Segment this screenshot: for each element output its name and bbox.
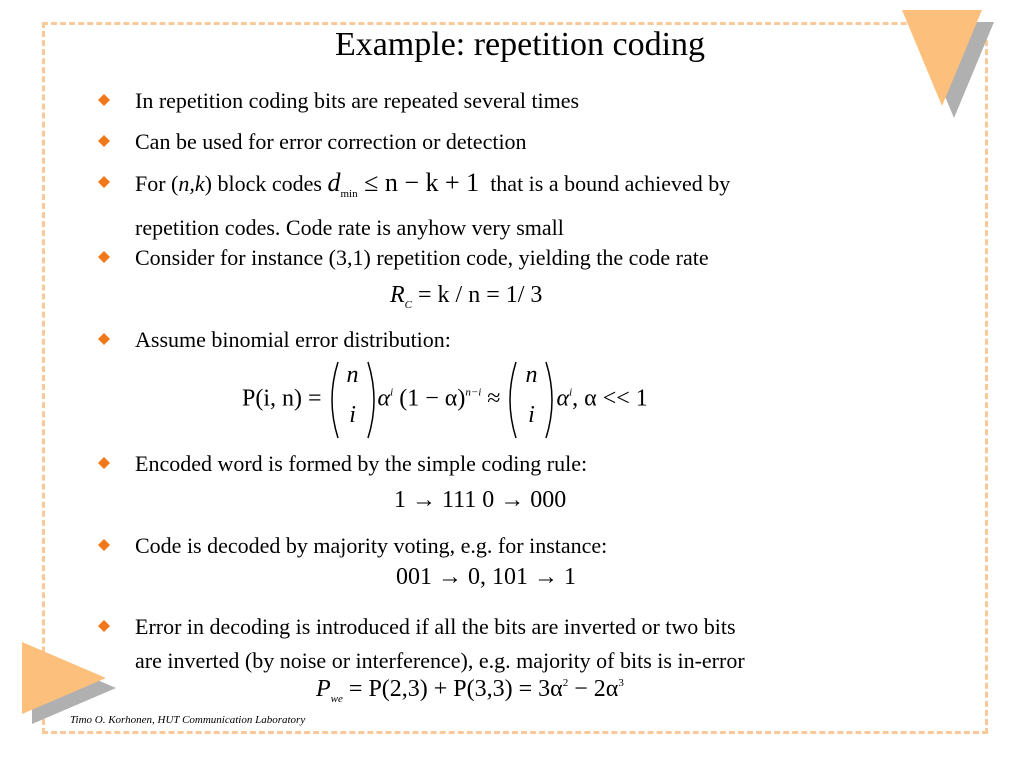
slide-title: Example: repetition coding (334, 26, 706, 63)
binomial-coefficient: n i (506, 360, 556, 440)
bullet-text-part: repetition codes. Code rate is anyhow very small (135, 215, 564, 240)
error-probability-formula: $P_{we} = P(2,3) + P(3,3) = 3\alpha^2 - 2\alpha^3$ (316, 676, 624, 705)
diamond-bullet-icon (98, 176, 110, 188)
diamond-bullet-icon (98, 135, 110, 147)
bullet-text-part: Error in decoding is introduced if all the bits are inverted or two bits (135, 614, 736, 639)
bullet-text-part: that is a bound achieved by (490, 171, 731, 196)
bullet-text: Assume binomial error distribution: (135, 327, 451, 352)
dmin-formula: $d_{min} \le n - k + 1$ (327, 168, 480, 200)
bullet-text: Can be used for error correction or detection (135, 129, 527, 154)
diamond-bullet-icon (98, 251, 110, 263)
bullet-text: Encoded word is formed by the simple coding rule: (135, 451, 588, 476)
diamond-bullet-icon (98, 94, 110, 106)
diamond-bullet-icon (98, 620, 110, 632)
bullet-text: Consider for instance (3,1) repetition code, yielding the code rate (135, 245, 709, 270)
bullet-text (135, 610, 925, 678)
bullet-text: In repetition coding bits are repeated several times (135, 88, 580, 113)
diamond-bullet-icon (98, 539, 110, 551)
bullet-text (135, 166, 925, 245)
bullet-text-part: ) block codes (204, 171, 322, 196)
binomial-coefficient: n i (328, 360, 378, 440)
bullet-text: Code is decoded by majority voting, e.g. for instance: (135, 533, 608, 558)
bullet-text-part: are inverted (by noise or interference), e.g. majority of bits is in-error (135, 648, 745, 673)
encoding-rule: 1 → 111 0 → 000 (394, 487, 567, 513)
binomial-formula: P(i, n) = n i $\alpha^i$ $(1 - \alpha)^{n-i}$ ≈ n i $\alpha^i$, α << 1 (242, 360, 648, 440)
bullet-text-part: For ( (135, 171, 179, 196)
diamond-bullet-icon (98, 457, 110, 469)
decoding-rule: 001 → 0, 101 → 1 (396, 564, 576, 590)
diamond-bullet-icon (98, 333, 110, 345)
code-rate-formula: $R_C = k / n = 1/$ 3 (390, 282, 543, 311)
footer-credit: Timo O. Korhonen, HUT Communication Laboratory (70, 714, 306, 726)
bullet-text-part: n,k (178, 171, 205, 196)
